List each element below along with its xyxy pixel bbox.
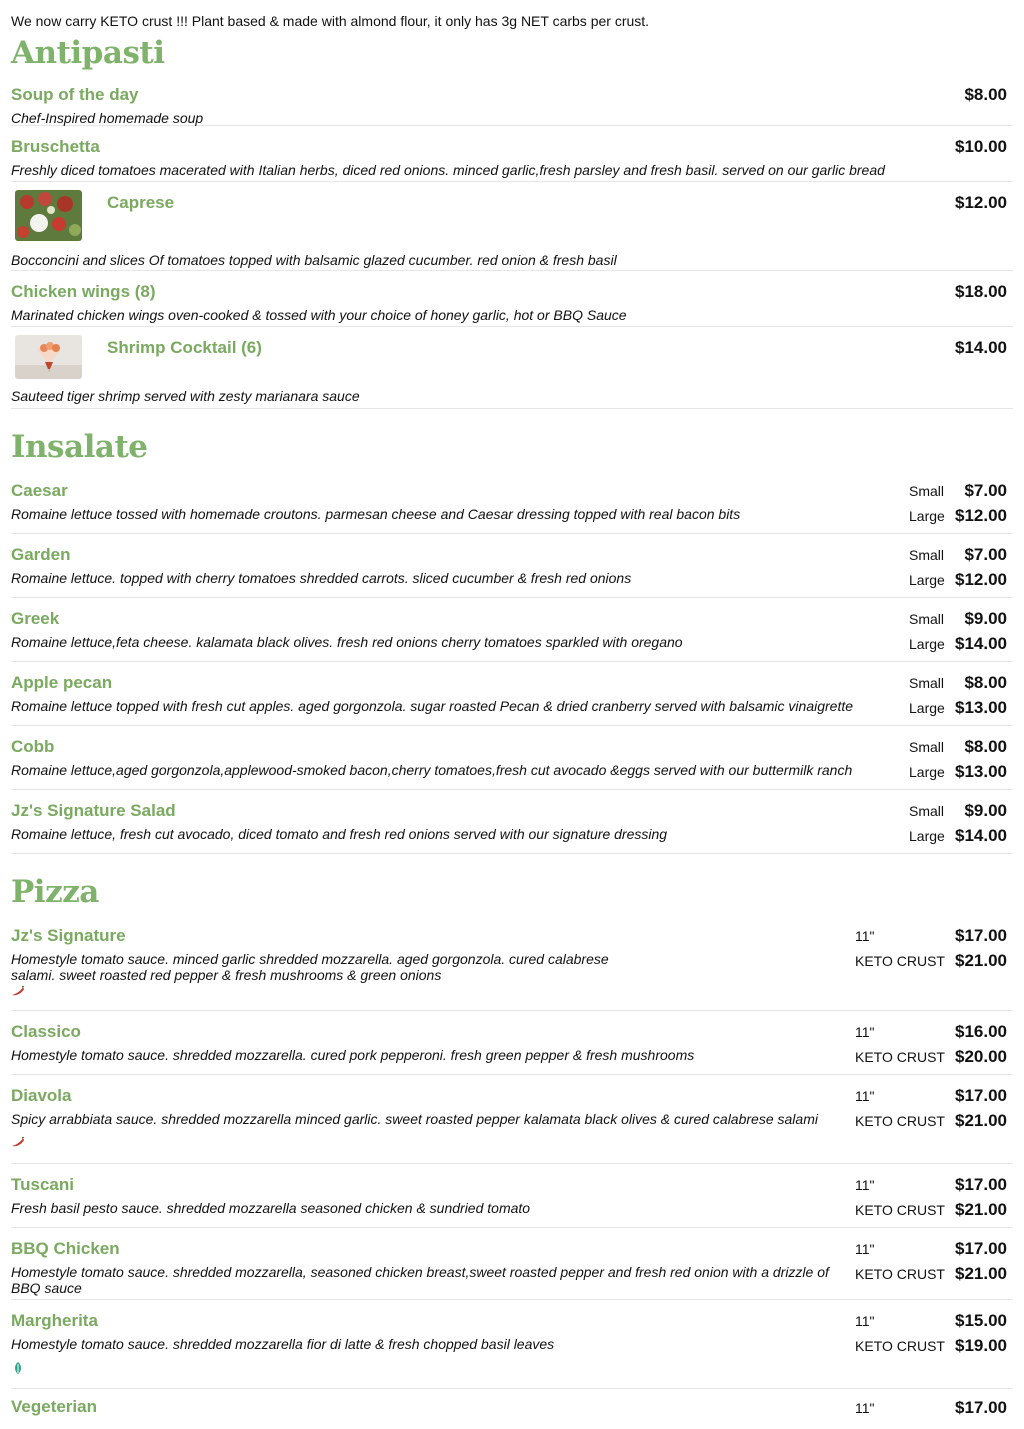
size-label-small: Small [909,483,945,499]
size-label-small: Small [909,739,945,755]
item-name: BBQ Chicken [11,1239,120,1258]
item-name: Caesar [11,481,68,500]
size-label-11: 11" [855,1177,875,1193]
price-regular: $17.00 [955,1239,1007,1258]
menu-item[interactable] [11,598,1013,662]
item-price: $14.00 [955,338,1007,357]
price-large: $12.00 [955,570,1007,589]
price-regular: $16.00 [955,1022,1007,1041]
menu-item[interactable] [11,74,1013,126]
size-label-keto: KETO CRUST [855,953,945,969]
price-small: $7.00 [964,481,1007,500]
price-large: $12.00 [955,506,1007,525]
price-regular: $15.00 [955,1311,1007,1330]
item-description: Sauteed tiger shrimp served with zesty marianara sauce [11,388,360,404]
menu-item[interactable] [11,1164,1013,1228]
price-small: $9.00 [964,609,1007,628]
item-description: Bocconcini and slices Of tomatoes topped with balsamic glazed cucumber. red onion & fresh basil [11,252,617,268]
price-keto: $21.00 [955,951,1007,970]
size-label-11: 11" [855,1088,875,1104]
price-keto: $21.00 [955,1264,1007,1283]
item-name: Diavola [11,1086,72,1105]
menu-item[interactable] [11,470,1013,534]
menu-item[interactable] [11,915,1013,1011]
item-name: Caprese [107,193,175,212]
size-prices [855,1084,1007,1134]
menu-item[interactable] [11,790,1013,854]
size-prices [909,671,1007,721]
size-label-large: Large [909,828,945,844]
menu-item[interactable] [11,126,1013,182]
price-keto: $21.00 [955,1111,1007,1130]
size-label-small: Small [909,675,945,691]
vegetarian-leaf-icon [11,1361,25,1375]
price-keto: $19.00 [955,1336,1007,1355]
item-price: $10.00 [955,137,1007,156]
section-title-insalate: Insalate [11,429,148,465]
menu-item[interactable] [11,1011,1013,1075]
size-label-large: Large [909,508,945,524]
price-keto: $21.00 [955,1200,1007,1219]
menu-item[interactable] [11,1075,1013,1164]
price-keto: $20.00 [955,1047,1007,1066]
chili-pepper-icon [11,986,25,996]
menu-item[interactable] [11,271,1013,327]
price-regular: $17.00 [955,1086,1007,1105]
item-description: Freshly diced tomatoes macerated with Italian herbs, diced red onions. minced garlic,fresh parsley and fresh basil. served on our garlic bread [11,162,885,178]
item-price: $8.00 [964,85,1007,104]
size-label-11: 11" [855,928,875,944]
item-name: Classico [11,1022,81,1041]
size-prices [909,543,1007,593]
size-prices [855,1020,1007,1070]
item-name: Chicken wings (8) [11,282,156,301]
price-large: $13.00 [955,698,1007,717]
price-large: $14.00 [955,634,1007,653]
price-regular: $17.00 [955,1398,1007,1417]
size-prices [855,1309,1007,1359]
item-description: Romaine lettuce topped with fresh cut apples. aged gorgonzola. sugar roasted Pecan & dried cranberry served with balsamic vinaigrette [11,698,854,714]
item-description: Marinated chicken wings oven-cooked & tossed with your choice of honey garlic, hot or BBQ Sauce [11,307,627,323]
size-label-small: Small [909,803,945,819]
size-prices [909,479,1007,529]
item-name: Cobb [11,737,55,756]
item-description: Fresh basil pesto sauce. shredded mozzarella seasoned chicken & sundried tomato [11,1200,531,1216]
size-label-large: Large [909,764,945,780]
price-small: $8.00 [964,737,1007,756]
item-description: Romaine lettuce tossed with homemade croutons. parmesan cheese and Caesar dressing topped with real bacon bits [11,506,741,522]
item-name: Apple pecan [11,673,113,692]
price-regular: $17.00 [955,926,1007,945]
size-prices [909,799,1007,849]
item-name: Garden [11,545,71,564]
item-name: Bruschetta [11,137,100,156]
price-small: $8.00 [964,673,1007,692]
chili-pepper-icon [11,1137,25,1147]
item-name: Jz's Signature [11,926,126,945]
size-label-keto: KETO CRUST [855,1202,945,1218]
size-label-keto: KETO CRUST [855,1266,945,1282]
item-name: Soup of the day [11,85,139,104]
menu-item[interactable] [11,662,1013,726]
price-large: $14.00 [955,826,1007,845]
size-label-small: Small [909,611,945,627]
menu-item[interactable] [11,1389,1013,1429]
price-regular: $17.00 [955,1175,1007,1194]
size-prices [855,1396,1007,1421]
size-label-small: Small [909,547,945,563]
size-label-11: 11" [855,1313,875,1329]
section-title-pizza: Pizza [11,874,99,910]
item-name: Shrimp Cocktail (6) [107,338,262,357]
item-description: Romaine lettuce,feta cheese. kalamata black olives. fresh red onions cherry tomatoes sparkled with oregano [11,634,683,650]
menu-item[interactable] [11,534,1013,598]
size-label-large: Large [909,572,945,588]
item-price: $18.00 [955,282,1007,301]
size-label-keto: KETO CRUST [855,1338,945,1354]
size-label-large: Large [909,700,945,716]
price-small: $9.00 [964,801,1007,820]
size-prices [855,924,1007,974]
item-description: Chef-Inspired homemade soup [11,110,204,126]
item-description: Romaine lettuce. topped with cherry tomatoes shredded carrots. sliced cucumber & fresh red onions [11,570,632,586]
caprese-photo[interactable] [15,190,82,241]
item-name: Tuscani [11,1175,74,1194]
menu-item[interactable] [11,182,1013,271]
item-description: Homestyle tomato sauce. minced garlic shredded mozzarella. aged gorgonzola. cured calabrese salami. sweet roasted red pepper & fresh mushrooms & green onions [11,951,609,983]
menu-item[interactable] [11,1228,1013,1300]
item-name: Margherita [11,1311,98,1330]
item-description: Homestyle tomato sauce. shredded mozzarella, seasoned chicken breast,sweet roasted pepper and fresh red onion with a drizzle of BBQ sauce [11,1264,829,1296]
section-title-antipasti: Antipasti [11,35,165,71]
keto-notice: We now carry KETO crust !!! Plant based & made with almond flour, it only has 3g NET carbs per crust. [11,13,650,29]
item-description: Romaine lettuce,aged gorgonzola,applewood-smoked bacon,cherry tomatoes,fresh cut avocado &eggs served with our buttermilk ranch [11,762,853,778]
size-prices [855,1237,1007,1287]
item-description: Romaine lettuce, fresh cut avocado, diced tomato and fresh red onions served with our signature dressing [11,826,668,842]
item-price: $12.00 [955,193,1007,212]
menu-item[interactable] [11,327,1013,409]
menu-item[interactable] [11,1300,1013,1389]
shrimp-cocktail-photo[interactable] [15,335,82,379]
size-prices [855,1173,1007,1223]
item-name: Vegeterian [11,1397,97,1416]
item-description: Spicy arrabbiata sauce. shredded mozzarella minced garlic. sweet roasted pepper kalamata black olives & cured calabrese salami [11,1111,818,1127]
size-label-11: 11" [855,1241,875,1257]
item-name: Jz's Signature Salad [11,801,176,820]
size-label-11: 11" [855,1024,875,1040]
price-large: $13.00 [955,762,1007,781]
size-label-keto: KETO CRUST [855,1113,945,1129]
item-name: Greek [11,609,60,628]
size-label-large: Large [909,636,945,652]
size-prices [909,607,1007,657]
menu-item[interactable] [11,726,1013,790]
item-description: Homestyle tomato sauce. shredded mozzarella. cured pork pepperoni. fresh green pepper & fresh mushrooms [11,1047,695,1063]
size-label-11: 11" [855,1400,875,1416]
size-prices [909,735,1007,785]
price-small: $7.00 [964,545,1007,564]
size-label-keto: KETO CRUST [855,1049,945,1065]
item-description: Homestyle tomato sauce. shredded mozzarella fior di latte & fresh chopped basil leaves [11,1336,555,1352]
